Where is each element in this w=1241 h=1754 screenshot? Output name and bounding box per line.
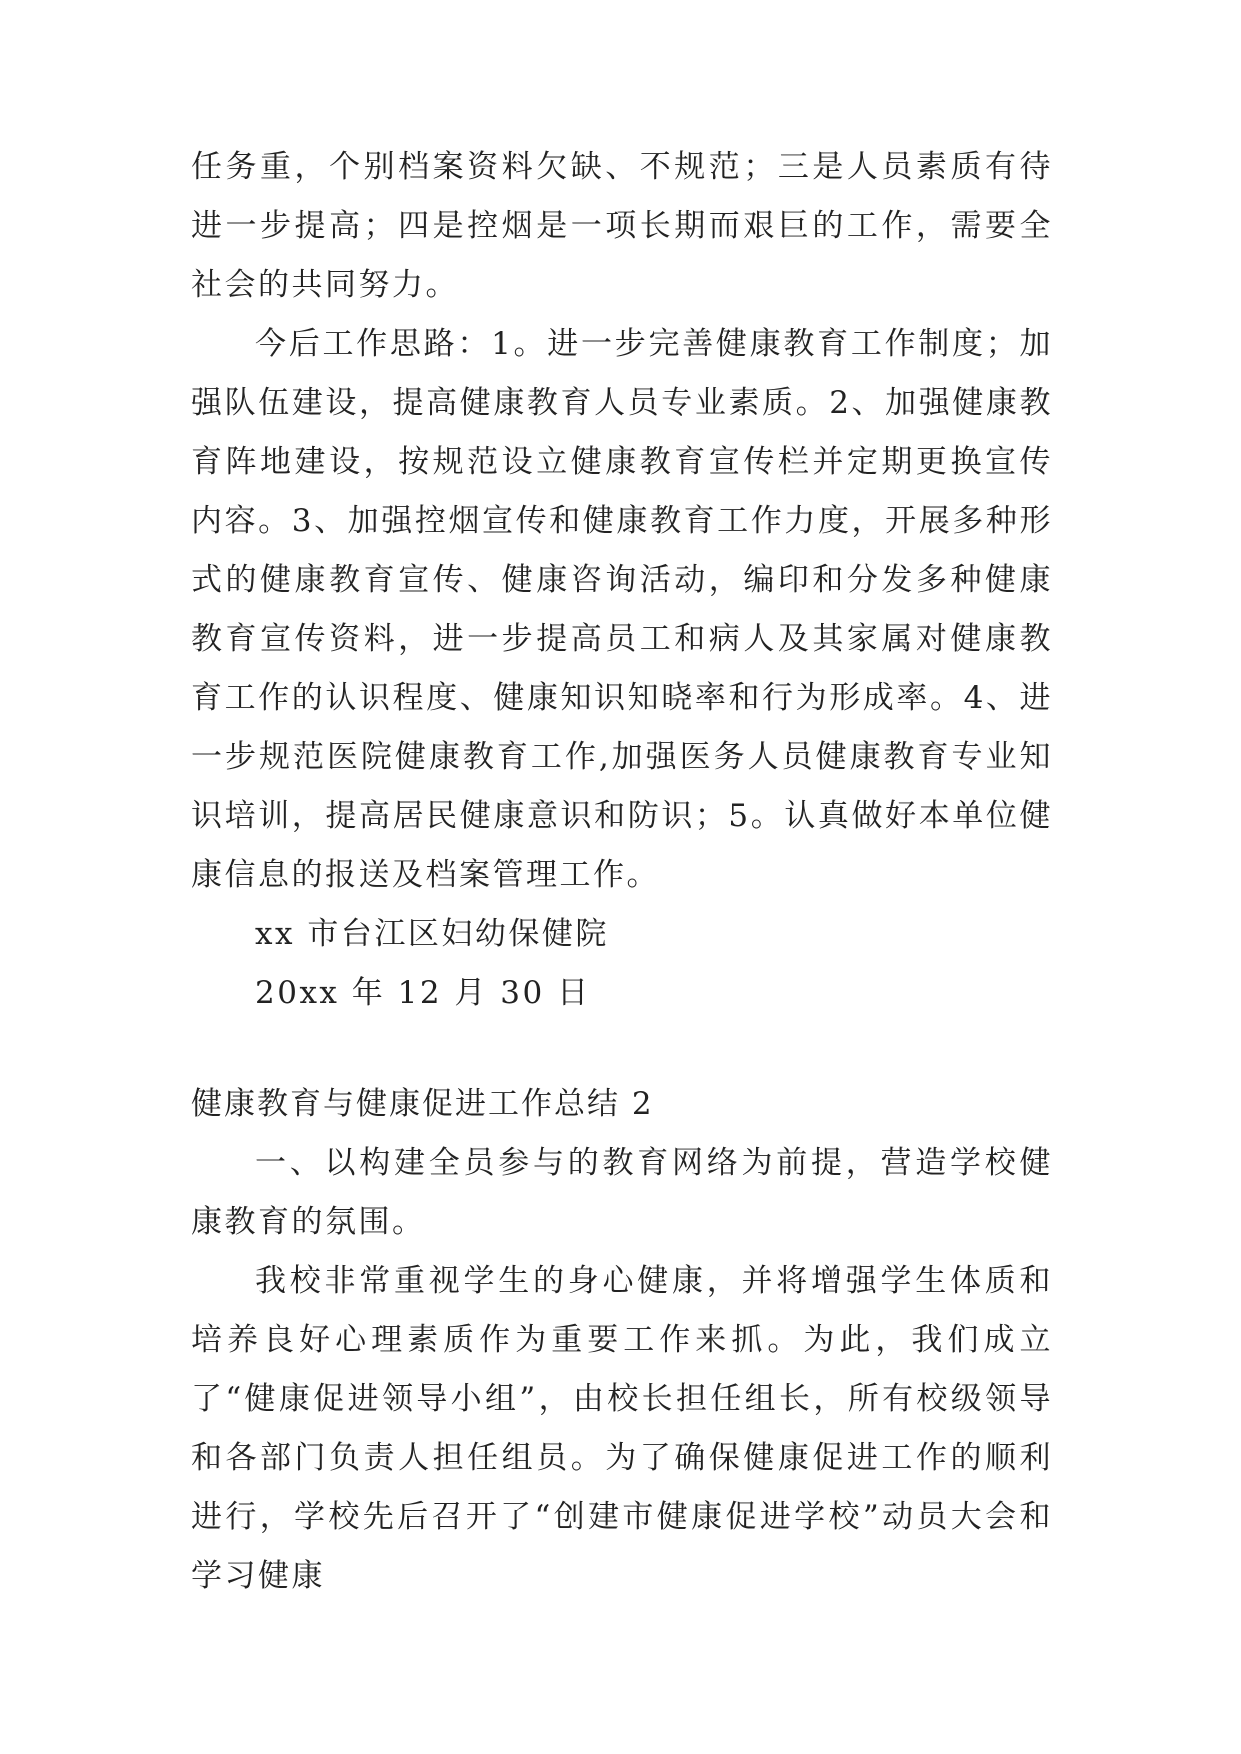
section-2-heading-one: 一、以构建全员参与的教育网络为前提，营造学校健康教育的氛围。 (191, 1145, 1053, 1240)
signature-date: 20xx 年 12 月 30 日 (255, 975, 591, 1011)
signature-organization: xx 市台江区妇幼保健院 (255, 916, 609, 952)
paragraph-school-health: 我校非常重视学生的身心健康，并将增强学生体质和培养良好心理素质作为重要工作来抓。为此，我们成立了“健康促进领导小组”，由校长担任组长，所有校级领导和各部门负责人担任组员。为了确保健康促进工作的顺利进行，学校先后召开了“创建市健康促进学校”动员大会和学习健康 (191, 1263, 1053, 1594)
section-spacer (191, 1023, 1053, 1075)
paragraph-future-plans: 今后工作思路：1。进一步完善健康教育工作制度；加强队伍建设，提高健康教育人员专业素质。2、加强健康教育阵地建设，按规范设立健康教育宣传栏并定期更换宣传内容。3、加强控烟宣传和健康教育工作力度，开展多种形式的健康教育宣传、健康咨询活动，编印和分发多种健康教育宣传资料，进一步提高员工和病人及其家属对健康教育工作的认识程度、健康知识知晓率和行为形成率。4、进一步规范医院健康教育工作,加强医务人员健康教育专业知识培训，提高居民健康意识和防识；5。认真做好本单位健康信息的报送及档案管理工作。 (191, 326, 1053, 893)
document-body (191, 138, 1053, 1606)
section-2-title: 健康教育与健康促进工作总结 2 (191, 1086, 654, 1122)
paragraph-problems-continued: 任务重，个别档案资料欠缺、不规范；三是人员素质有待进一步提高；四是控烟是一项长期而艰巨的工作，需要全社会的共同努力。 (191, 149, 1053, 303)
